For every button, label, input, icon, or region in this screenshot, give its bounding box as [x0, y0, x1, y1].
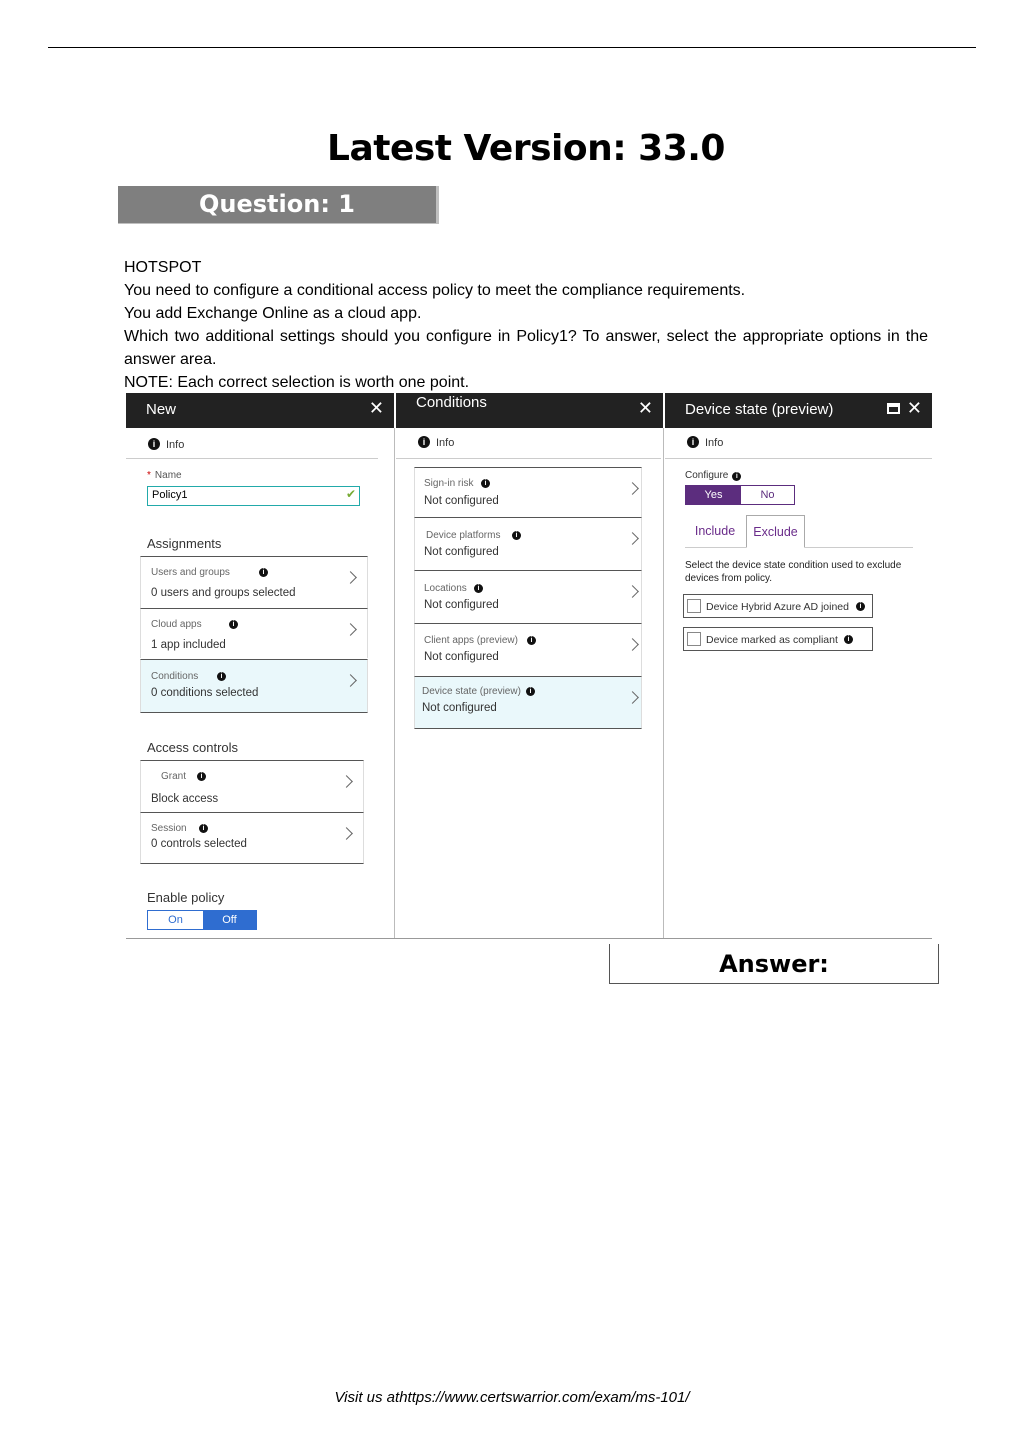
sign-in-risk-row[interactable] — [414, 467, 642, 518]
toggle-yes[interactable]: Yes — [686, 486, 741, 504]
footer-text: Visit us athttps://www.certswarrior.com/exam/ms-101/ — [334, 1389, 690, 1406]
row-label: Device platforms — [426, 530, 501, 541]
conditions-blade-title: Conditions — [416, 394, 487, 411]
info-row[interactable] — [665, 427, 932, 457]
info-icon: i — [512, 531, 521, 540]
new-policy-blade — [126, 393, 394, 938]
row-value: Not configured — [424, 651, 499, 663]
device-state-blade — [665, 393, 932, 938]
new-blade-title: New — [146, 401, 177, 418]
info-row[interactable] — [126, 429, 378, 459]
row-value: 1 app included — [151, 639, 226, 651]
info-icon: i — [259, 568, 268, 577]
row-value: Not configured — [424, 495, 499, 507]
chevron-right-icon — [344, 674, 357, 687]
close-icon[interactable]: ✕ — [368, 398, 384, 418]
blade-divider — [394, 428, 395, 938]
chevron-right-icon — [626, 482, 639, 495]
info-icon: i — [474, 584, 483, 593]
question-line-3: Which two additional settings should you configure in Policy1? To answer, select the appropriate options in the answer area. — [124, 328, 928, 368]
answer-label: Answer: — [719, 950, 829, 978]
new-blade-header — [126, 393, 394, 428]
row-label: Grant — [161, 771, 187, 782]
close-icon[interactable]: ✕ — [906, 398, 922, 418]
info-icon: i — [844, 635, 853, 644]
document-title: Latest Version: 33.0 — [327, 128, 725, 169]
chevron-right-icon — [340, 827, 353, 840]
info-icon: i — [687, 436, 699, 448]
conditions-blade — [396, 393, 663, 938]
info-row[interactable] — [396, 427, 663, 457]
info-label: Info — [705, 437, 724, 449]
toggle-on[interactable]: On — [148, 911, 203, 929]
row-label: Users and groups — [151, 567, 230, 578]
info-label: Info — [436, 437, 455, 449]
info-icon: i — [481, 479, 490, 488]
cloud-apps-row[interactable] — [140, 608, 368, 658]
info-icon: i — [148, 438, 160, 450]
info-icon: i — [856, 602, 865, 611]
checkbox[interactable] — [687, 632, 701, 646]
hybrid-azure-ad-joined-option[interactable] — [683, 594, 873, 618]
info-icon: i — [732, 472, 741, 481]
info-icon: i — [229, 620, 238, 629]
row-label: Session — [151, 823, 187, 834]
chevron-right-icon — [340, 775, 353, 788]
question-text — [124, 256, 928, 394]
name-input[interactable] — [147, 486, 360, 506]
conditions-row[interactable] — [140, 659, 368, 713]
chevron-right-icon — [344, 571, 357, 584]
answer-box — [609, 944, 939, 984]
row-label: Client apps (preview) — [424, 635, 518, 646]
locations-row[interactable] — [414, 570, 642, 623]
info-icon: i — [197, 772, 206, 781]
row-value: Block access — [151, 793, 219, 805]
client-apps-row[interactable] — [414, 623, 642, 676]
row-value: Not configured — [422, 702, 497, 714]
question-line-2: You add Exchange Online as a cloud app. — [124, 305, 422, 322]
device-state-row[interactable] — [414, 676, 642, 729]
azure-portal-screenshot — [126, 393, 932, 939]
toggle-no[interactable]: No — [741, 486, 794, 504]
row-value: Not configured — [424, 546, 499, 558]
chevron-right-icon — [626, 532, 639, 545]
chevron-right-icon — [626, 638, 639, 651]
tab-exclude[interactable]: Exclude — [746, 515, 805, 548]
divider — [665, 458, 932, 459]
option-label: Device Hybrid Azure AD joined — [706, 601, 849, 613]
conditions-blade-header — [396, 393, 663, 428]
row-value: 0 controls selected — [151, 838, 247, 850]
users-and-groups-row[interactable] — [140, 556, 368, 608]
toggle-off[interactable]: Off — [203, 911, 256, 929]
question-type: HOTSPOT — [124, 259, 202, 276]
row-label: Conditions — [151, 671, 199, 682]
info-icon: i — [526, 687, 535, 696]
row-value: Not configured — [424, 599, 499, 611]
info-label: Info — [166, 439, 185, 451]
configure-toggle[interactable] — [685, 485, 795, 505]
question-number: Question: 1 — [199, 190, 355, 218]
access-controls-title: Access controls — [147, 740, 239, 755]
device-platforms-row[interactable] — [414, 517, 642, 571]
chevron-right-icon — [626, 585, 639, 598]
row-value: 0 users and groups selected — [151, 587, 296, 599]
tab-include[interactable]: Include — [694, 524, 736, 538]
session-row[interactable] — [140, 812, 364, 864]
blade-divider — [663, 428, 664, 938]
device-state-blade-header — [665, 393, 932, 428]
row-value: 0 conditions selected — [151, 687, 259, 699]
question-note: NOTE: Each correct selection is worth one point. — [124, 374, 470, 391]
info-icon: i — [199, 824, 208, 833]
include-exclude-tabs — [685, 514, 913, 548]
checkbox[interactable] — [687, 599, 701, 613]
chevron-right-icon — [626, 691, 639, 704]
row-label: Cloud apps — [151, 619, 202, 630]
name-label: * Name — [147, 470, 182, 481]
divider — [396, 458, 661, 459]
info-icon: i — [418, 436, 430, 448]
marked-as-compliant-option[interactable] — [683, 627, 873, 651]
checkmark-icon: ✔ — [345, 487, 356, 501]
info-icon: i — [527, 636, 536, 645]
chevron-right-icon — [344, 623, 357, 636]
option-label: Device marked as compliant — [706, 634, 838, 646]
device-state-description: Select the device state condition used to exclude devices from policy. — [685, 560, 902, 584]
grant-row[interactable] — [140, 760, 364, 812]
row-label: Device state (preview) — [422, 686, 521, 697]
maximize-icon[interactable] — [887, 403, 900, 414]
info-icon: i — [217, 672, 226, 681]
enable-policy-toggle[interactable] — [147, 910, 257, 930]
name-value: Policy1 — [152, 489, 188, 501]
row-label: Sign-in risk — [424, 478, 474, 489]
enable-policy-title: Enable policy — [147, 890, 225, 905]
device-state-blade-title: Device state (preview) — [685, 401, 834, 418]
row-label: Locations — [424, 583, 467, 594]
assignments-title: Assignments — [147, 536, 222, 551]
question-line-1: You need to configure a conditional access policy to meet the compliance requirements. — [124, 282, 746, 299]
top-rule — [48, 47, 976, 48]
configure-label: Configure i — [685, 470, 741, 481]
close-icon[interactable]: ✕ — [637, 398, 653, 418]
question-banner — [118, 186, 439, 224]
